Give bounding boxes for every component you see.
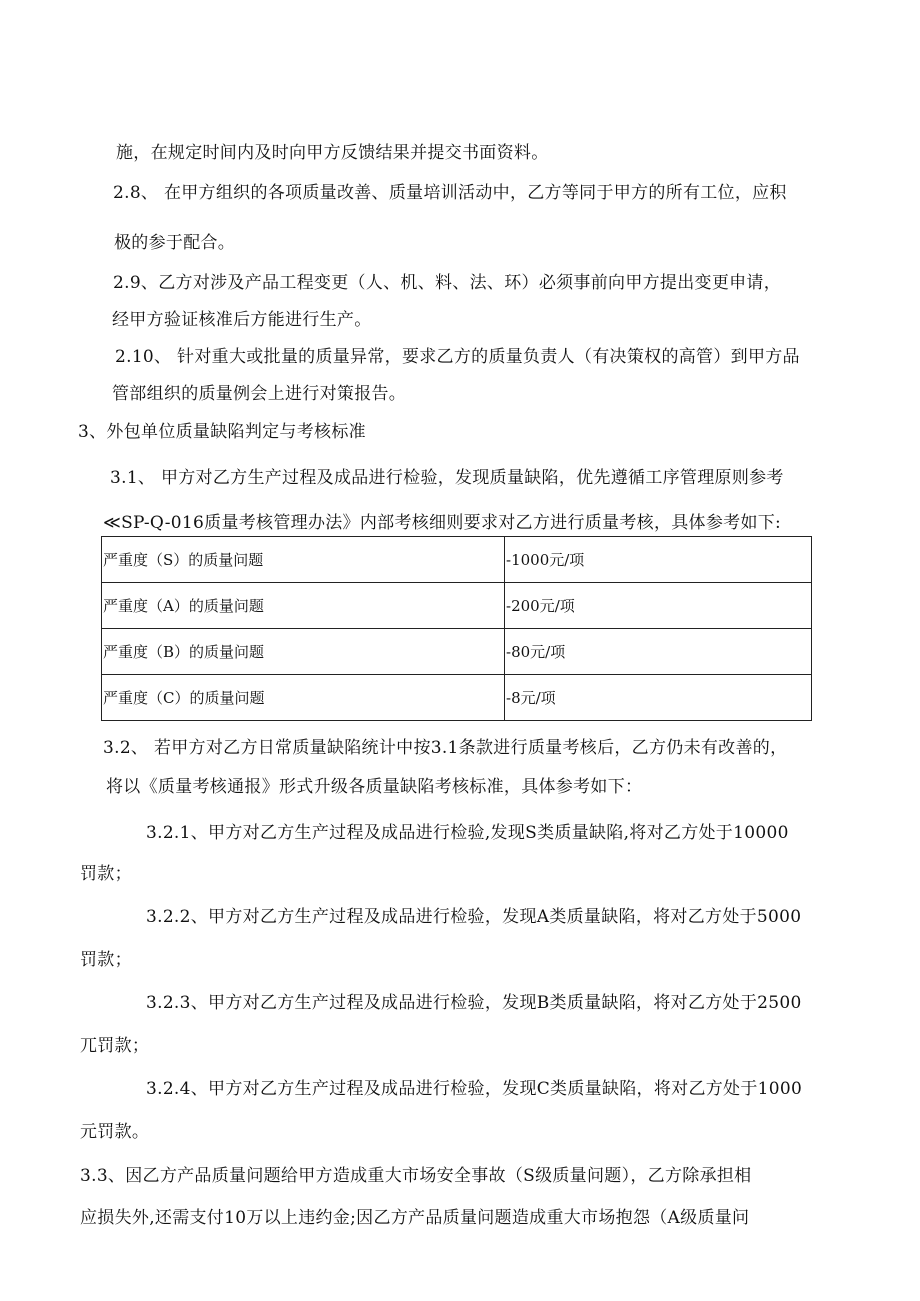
penalty-cell: -80元/项 [505,629,812,675]
clause-3-2-2: 3.2.2、甲方对乙方生产过程及成品进行检验，发现A类质量缺陷，将对乙方处于5000 [146,907,802,927]
clause-2-8-cont: 极的参于配合。 [114,233,236,253]
issue-cell: 严重度（S）的质量问题 [102,537,505,583]
penalty-cell: -200元/项 [505,583,812,629]
section-3-heading: 3、外包单位质量缺陷判定与考核标准 [78,422,366,442]
clause-3-2-1-cont: 罚款； [80,864,132,884]
clause-3-2-1: 3.2.1、甲方对乙方生产过程及成品进行检验,发现S类质量缺陷,将对乙方处于10000 [146,823,789,843]
clause-3-2: 3.2、 若甲方对乙方日常质量缺陷统计中按3.1条款进行质量考核后，乙方仍未有改善的， [103,738,788,758]
penalty-cell: -1000元/项 [505,537,812,583]
table-row [102,583,812,629]
clause-3-3-cont: 应损失外,还需支付10万以上违约金;因乙方产品质量问题造成重大市场抱怨（A级质量问 [80,1208,750,1228]
penalty-cell: -8元/项 [505,675,812,721]
table-row [102,675,812,721]
clause-3-2-4: 3.2.4、甲方对乙方生产过程及成品进行检验，发现C类质量缺陷，将对乙方处于1000 [146,1079,803,1099]
issue-cell: 严重度（C）的质量问题 [102,675,505,721]
clause-2-9-cont: 经甲方验证核准后方能进行生产。 [112,310,372,330]
paragraph-line: 施，在规定时间内及时向甲方反馈结果并提交书面资料。 [116,143,549,163]
clause-3-2-2-cont: 罚款； [80,950,132,970]
clause-2-9: 2.9、乙方对涉及产品工程变更（人、机、料、法、环）必须事前向甲方提出变更申请， [113,273,782,293]
clause-3-3: 3.3、因乙方产品质量问题给甲方造成重大市场安全事故（S级质量问题），乙方除承担相 [80,1166,752,1186]
table-row [102,537,812,583]
clause-2-10-cont: 管部组织的质量例会上进行对策报告。 [112,384,407,404]
clause-3-2-3: 3.2.3、甲方对乙方生产过程及成品进行检验，发现B类质量缺陷，将对乙方处于2500 [146,993,802,1013]
clause-2-10: 2.10、 针对重大或批量的质量异常，要求乙方的质量负责人（有决策权的高管）到甲方品 [115,347,800,367]
clause-3-2-cont: 将以《质量考核通报》形式升级各质量缺陷考核标准，具体参考如下： [106,777,643,797]
clause-3-1: 3.1、 甲方对乙方生产过程及成品进行检验，发现质量缺陷，优先遵循工序管理原则参考 [110,468,784,488]
penalty-table [101,536,812,721]
issue-cell: 严重度（B）的质量问题 [102,629,505,675]
table-row [102,629,812,675]
clause-3-2-4-cont: 元罚款。 [80,1122,150,1142]
clause-3-2-3-cont: 兀罚款； [80,1036,150,1056]
clause-3-1-cont: ≪SP-Q-016质量考核管理办法》内部考核细则要求对乙方进行质量考核，具体参考如下: [103,513,782,533]
clause-2-8: 2.8、 在甲方组织的各项质量改善、质量培训活动中，乙方等同于甲方的所有工位，应积 [113,183,787,203]
issue-cell: 严重度（A）的质量问题 [102,583,505,629]
